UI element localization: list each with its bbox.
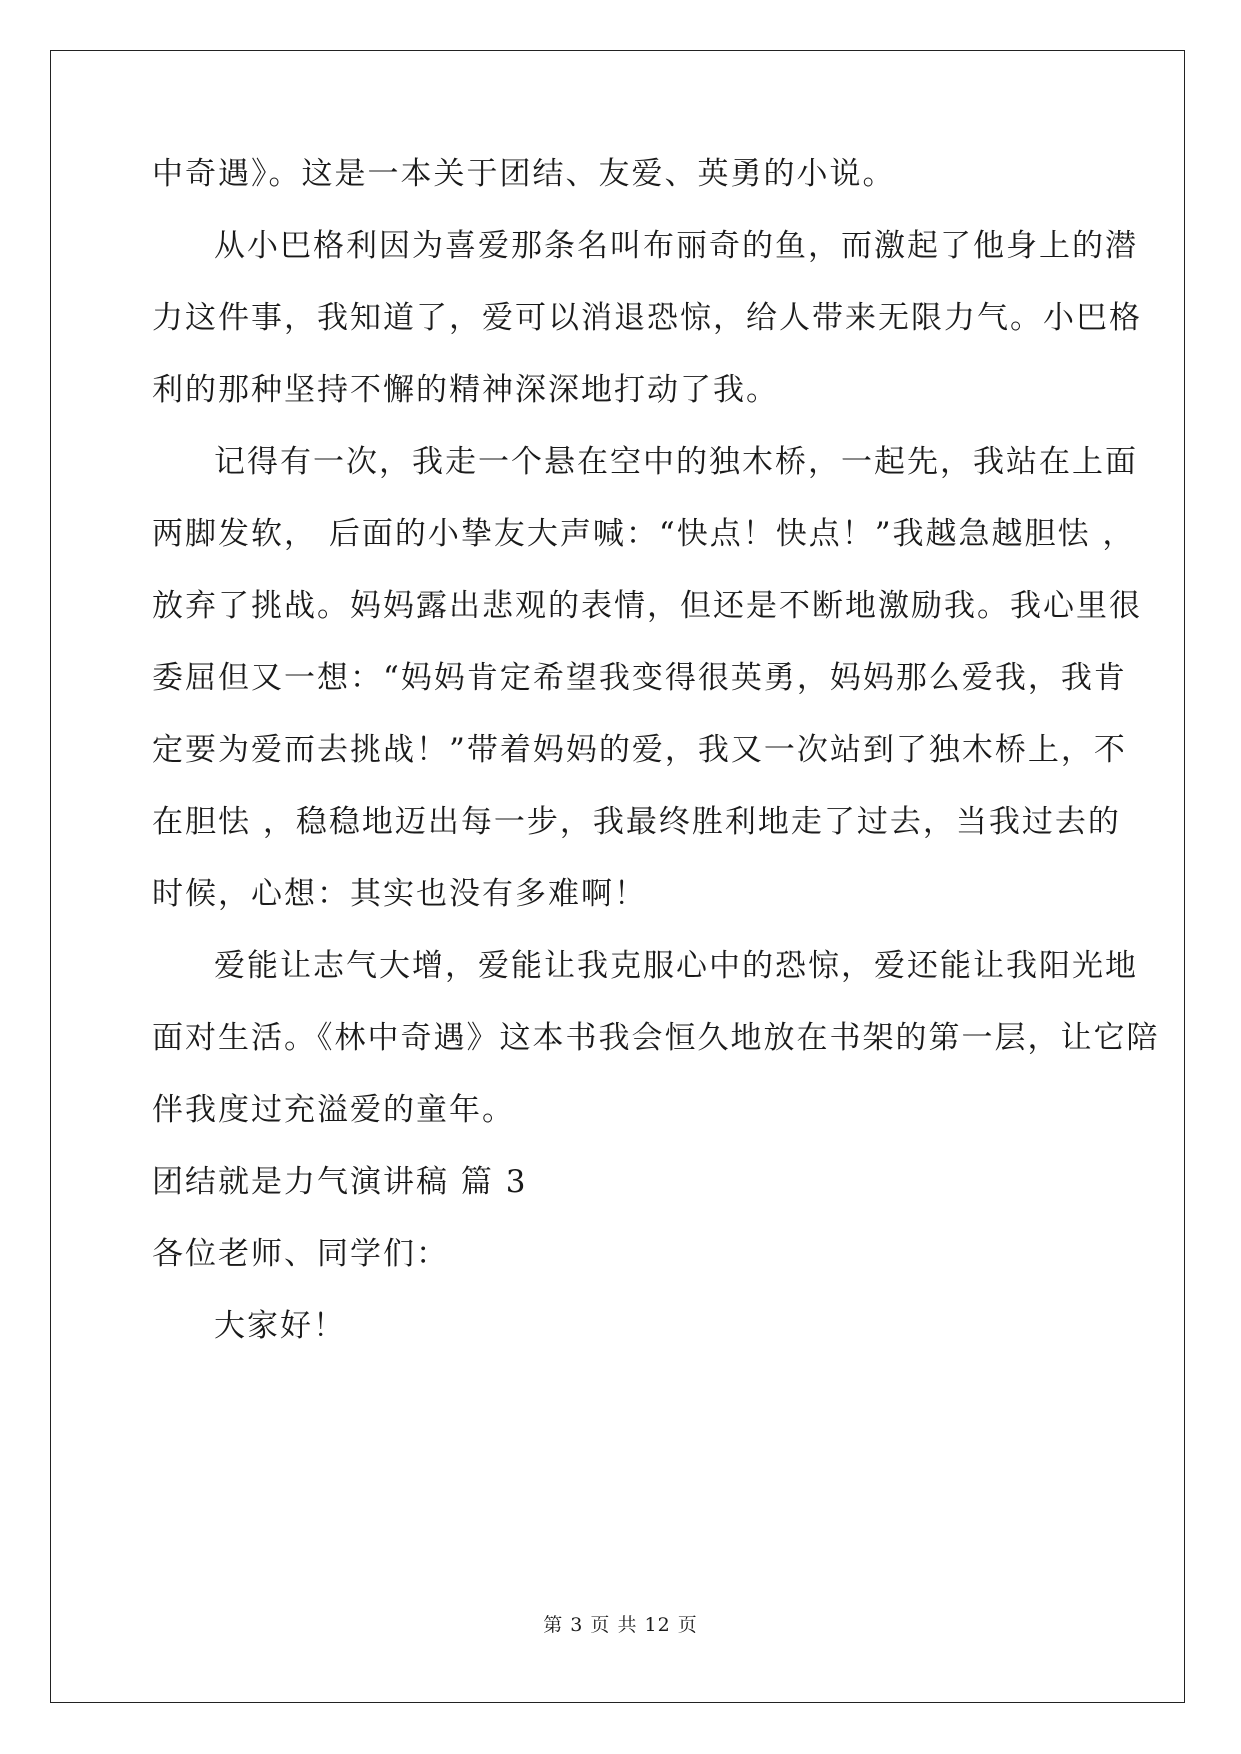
text-line: 委屈但又一想：“妈妈肯定希望我变得很英勇，妈妈那么爱我，我肯 bbox=[152, 660, 1127, 696]
text-line: 两脚发软， 后面的小挚友大声喊：“快点！快点！”我越急越胆怯 ， bbox=[152, 516, 1136, 552]
text-line: 中奇遇》。这是一本关于团结、友爱、英勇的小说。 bbox=[152, 156, 896, 192]
section-heading: 团结就是力气演讲稿 篇 3 bbox=[152, 1164, 528, 1200]
text-line: 力这件事，我知道了，爱可以消退恐惊，给人带来无限力气。小巴格 bbox=[152, 300, 1142, 336]
text-line: 面对生活。《林中奇遇》这本书我会恒久地放在书架的第一层，让它陪 bbox=[152, 1020, 1160, 1056]
paragraph-first-line: 爱能让志气大增，爱能让我克服心中的恐惊，爱还能让我阳光地 bbox=[214, 948, 1138, 984]
text-line: 利的那种坚持不懈的精神深深地打动了我。 bbox=[152, 372, 779, 408]
text-line: 定要为爱而去挑战！”带着妈妈的爱，我又一次站到了独木桥上，不 bbox=[152, 732, 1127, 768]
text-line: 伴我度过充溢爱的童年。 bbox=[152, 1092, 515, 1128]
text-line: 时候，心想：其实也没有多难啊！ bbox=[152, 876, 647, 912]
text-line: 放弃了挑战。妈妈露出悲观的表情，但还是不断地激励我。我心里很 bbox=[152, 588, 1142, 624]
page-number: 第 3 页 共 12 页 bbox=[543, 1614, 698, 1636]
paragraph-first-line: 从小巴格利因为喜爱那条名叫布丽奇的鱼，而激起了他身上的潜 bbox=[214, 228, 1138, 264]
text-line: 在胆怯 ，稳稳地迈出每一步，我最终胜利地走了过去，当我过去的 bbox=[152, 804, 1121, 840]
salutation: 各位老师、同学们： bbox=[152, 1236, 449, 1272]
greeting: 大家好！ bbox=[214, 1308, 346, 1344]
paragraph-first-line: 记得有一次，我走一个悬在空中的独木桥，一起先，我站在上面 bbox=[214, 444, 1138, 480]
